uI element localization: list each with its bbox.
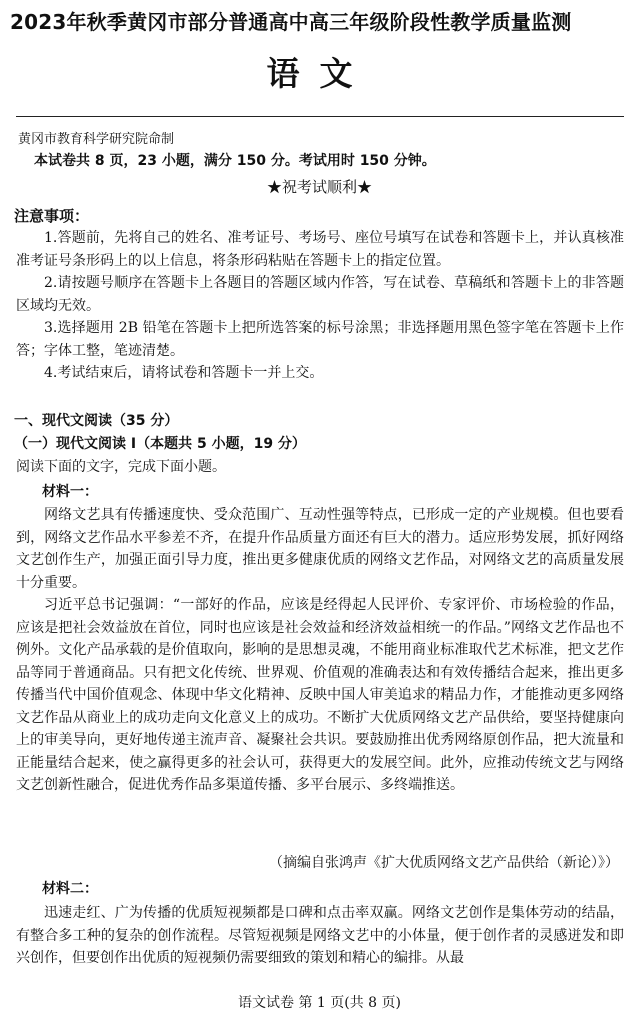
notes-heading: 注意事项： <box>14 207 90 225</box>
subsection-heading: （一）现代文阅读 I（本题共 5 小题，19 分） <box>14 436 306 452</box>
note-item: 2.请按题号顺序在答题卡上各题目的答题区域内作答，写在试卷、草稿纸和答题卡上的非答题区域均无效。 <box>16 275 624 314</box>
note-item: 3.选择题用 2B 铅笔在答题卡上把所选答案的标号涂黑；非选择题用黑色签字笔在答题卡上作答；字体工整，笔迹清楚。 <box>16 320 624 359</box>
material-two-label: 材料二： <box>42 881 98 897</box>
material-paragraph: 习近平总书记强调：“一部好的作品，应该是经得起人民评价、专家评价、市场检验的作品，应该是把社会效益放在首位，同时也应该是社会效益和经济效益相统一的作品。”网络文艺作品也不例外。文化产品承载的是价值取向，影响的是思想灵魂，不能用商业标准取代艺术标准，把文艺作品等同于普通商品。只有把文化传统、世界观、价值观的准确表达和有效传播结合起来，推出更多传播当代中国价值观念、体现中华文化精神、反映中国人审美追求的精品力作，才能推动更多网络文艺作品从商业上的成功走向文化意义上的成功。不断扩大优质网络文艺产品供给，要坚持健康向上的审美导向，更好地传递主流声音、凝聚社会共识。要鼓励推出优秀网络原创作品，把大流量和正能量结合起来，使之赢得更多的社会认可，获得更大的发展空间。此外，应推动传统文艺与网络文艺创新性融合，促进优秀作品多渠道传播、多平台展示、多终端推送。 <box>16 597 624 793</box>
section-heading: 一、现代文阅读（35 分） <box>14 413 179 429</box>
note-item: 4.考试结束后，请将试卷和答题卡一并上交。 <box>44 365 324 381</box>
material-paragraph: 网络文艺具有传播速度快、受众范围广、互动性强等特点，已形成一定的产业规模。但也要看到，网络文艺作品水平参差不齐，在提升作品质量方面还有巨大的潜力。适应形势发展，抓好网络文艺创作生产，加强正面引导力度，推出更多健康优质的网络文艺作品，对网络文艺的高质量发展十分重要。 <box>16 507 624 591</box>
good-luck-line: ★祝考试顺利★ <box>266 178 372 196</box>
material-one-text <box>16 504 624 797</box>
subject-title: 语文 <box>266 54 373 93</box>
page-footer: 语文试卷 第 1 页(共 8 页) <box>238 995 401 1011</box>
material-one-source: （摘编自张鸿声《扩大优质网络文艺产品供给（新论）》） <box>269 855 619 871</box>
exam-info: 本试卷共 8 页，23 小题，满分 150 分。考试用时 150 分钟。 <box>34 153 436 169</box>
reading-instruction: 阅读下面的文字，完成下面小题。 <box>16 459 226 475</box>
material-one-label: 材料一： <box>42 484 98 500</box>
material-paragraph: 迅速走红、广为传播的优质短视频都是口碑和点击率双赢。网络文艺创作是集体劳动的结晶，有整合多工种的复杂的创作流程。尽管短视频是网络文艺中的小体量，便于创作者的灵感迸发和即兴创作，但要创作出优质的短视频仍需要细致的策划和精心的编排。从最 <box>16 905 624 966</box>
notes-list <box>16 227 624 385</box>
exam-title: 2023年秋季黄冈市部分普通高中高三年级阶段性教学质量监测 <box>10 10 572 34</box>
issuer-line: 黄冈市教育科学研究院命制 <box>18 132 175 147</box>
material-two-text <box>16 902 624 970</box>
note-item: 1.答题前，先将自己的姓名、准考证号、考场号、座位号填写在试卷和答题卡上，并认真核准准考证号条形码上的以上信息，将条形码粘贴在答题卡上的指定位置。 <box>16 230 624 269</box>
header-divider <box>16 116 624 117</box>
